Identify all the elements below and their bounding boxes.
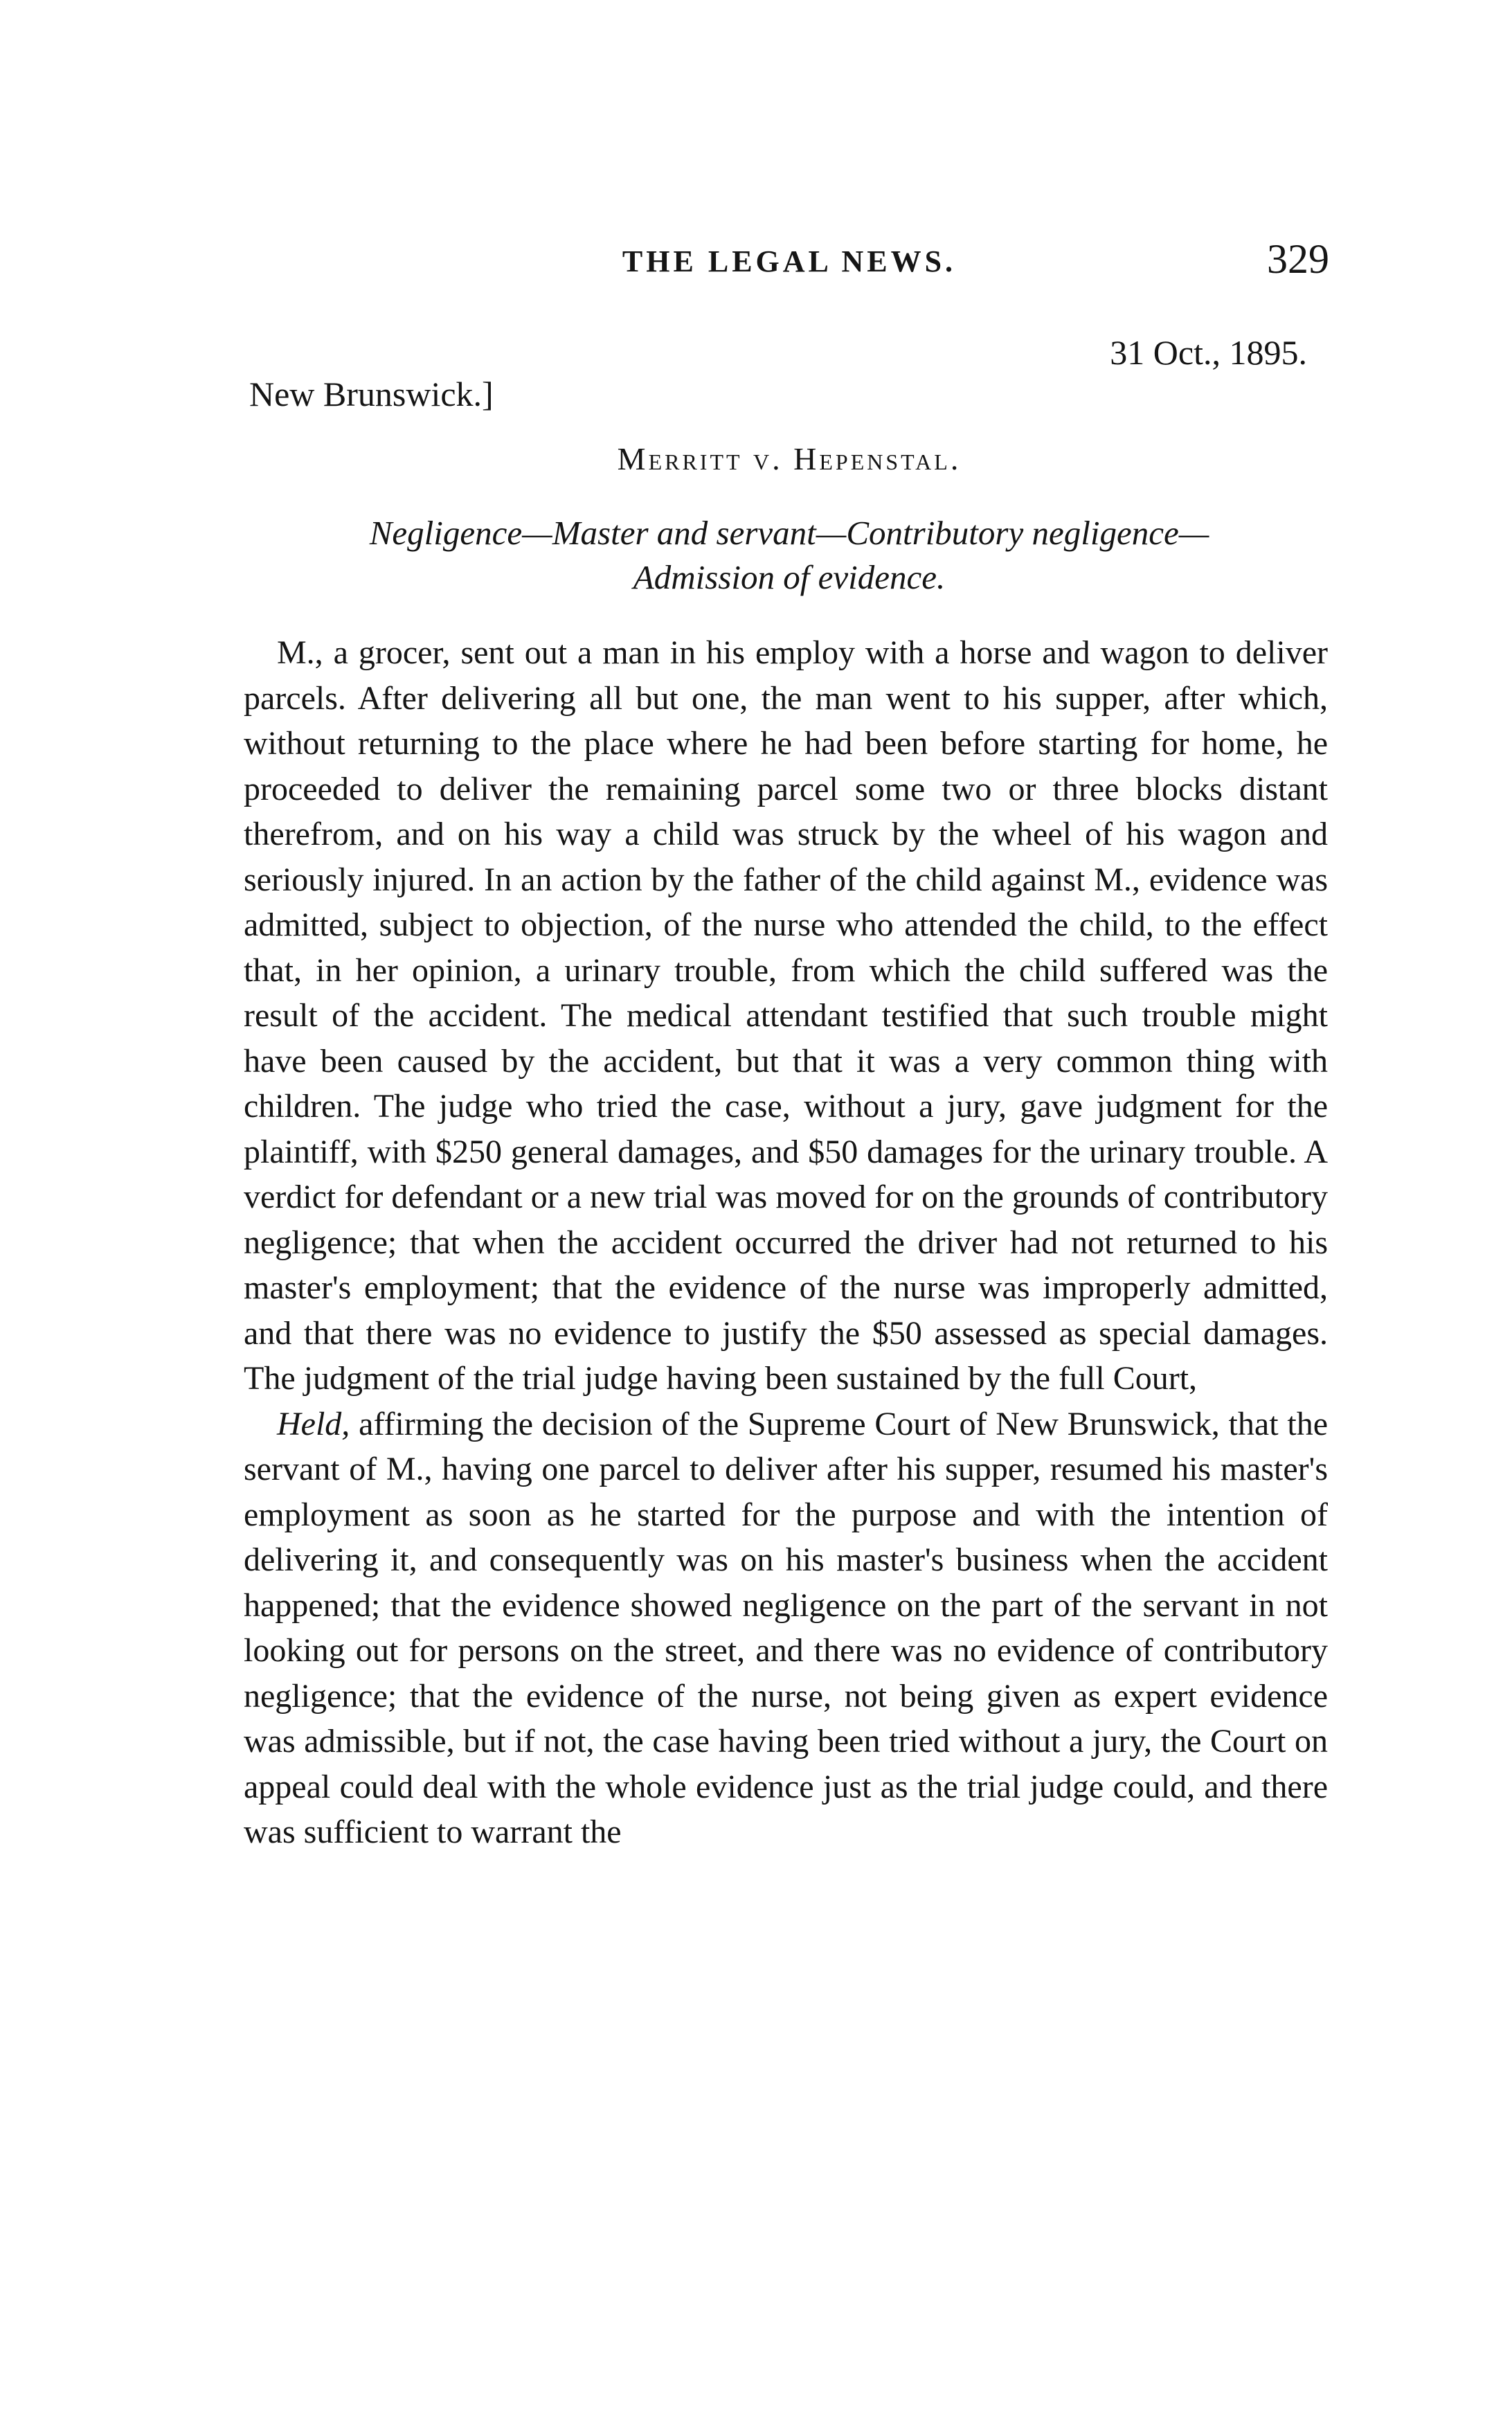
held-text: affirming the decision of the Supreme Court of New Brunswick, that the servant of M., having one parcel to deliver after his supper, resumed his master's employment as soon as he started for the purpose and with the intention of delivering it, and consequently was on his master's business when the accident happened; that the evidence showed negligence on the part of the servant in not looking out for persons on the street, and there was no evidence of contributory negligence; that the evidence of the nurse, not being given as expert evidence was admissible, but if not, the case having been tried without a jury, the Court on appeal could deal with the whole evidence just as the trial judge could, and there was sufficient to warrant the <box>244 1405 1328 1850</box>
jurisdiction: New Brunswick.] <box>249 375 494 413</box>
page-number: 329 <box>1267 236 1329 282</box>
held-paragraph <box>244 1402 1328 1855</box>
running-head <box>249 235 1329 291</box>
case-title: Merritt v. Hepenstal. <box>617 441 962 476</box>
date-line: 31 Oct., 1895. <box>1110 333 1307 372</box>
headnote <box>277 511 1302 600</box>
headnote-line-2: Admission of evidence. <box>633 558 946 596</box>
headnote-line-1: Negligence—Master and servant—Contributory negligence— <box>369 514 1209 552</box>
journal-title: THE LEGAL NEWS. <box>622 244 957 278</box>
held-label: Held, <box>277 1405 350 1442</box>
body-text <box>244 630 1328 1855</box>
facts-paragraph: M., a grocer, sent out a man in his employ with a horse and wagon to deliver parcels. After delivering all but one, the man went to his supper, after which, without returning to the place where he had been before starting for home, he proceeded to deliver the remaining parcel some two or three blocks distant therefrom, and on his way a child was struck by the wheel of his wagon and seriously injured. In an action by the father of the child against M., evidence was admitted, subject to objection, of the nurse who attended the child, to the effect that, in her opinion, a urinary trouble, from which the child suffered was the result of the accident. The medical attendant testified that such trouble might have been caused by the accident, but that it was a very common thing with children. The judge who tried the case, without a jury, gave judgment for the plaintiff, with $250 general damages, and $50 damages for the urinary trouble. A verdict for defendant or a new trial was moved for on the grounds of contributory negligence; that when the accident occurred the driver had not returned to his master's employment; that the evidence of the nurse was improperly admitted, and that there was no evidence to justify the $50 assessed as special damages. The judgment of the trial judge having been sustained by the full Court, <box>244 634 1328 1397</box>
